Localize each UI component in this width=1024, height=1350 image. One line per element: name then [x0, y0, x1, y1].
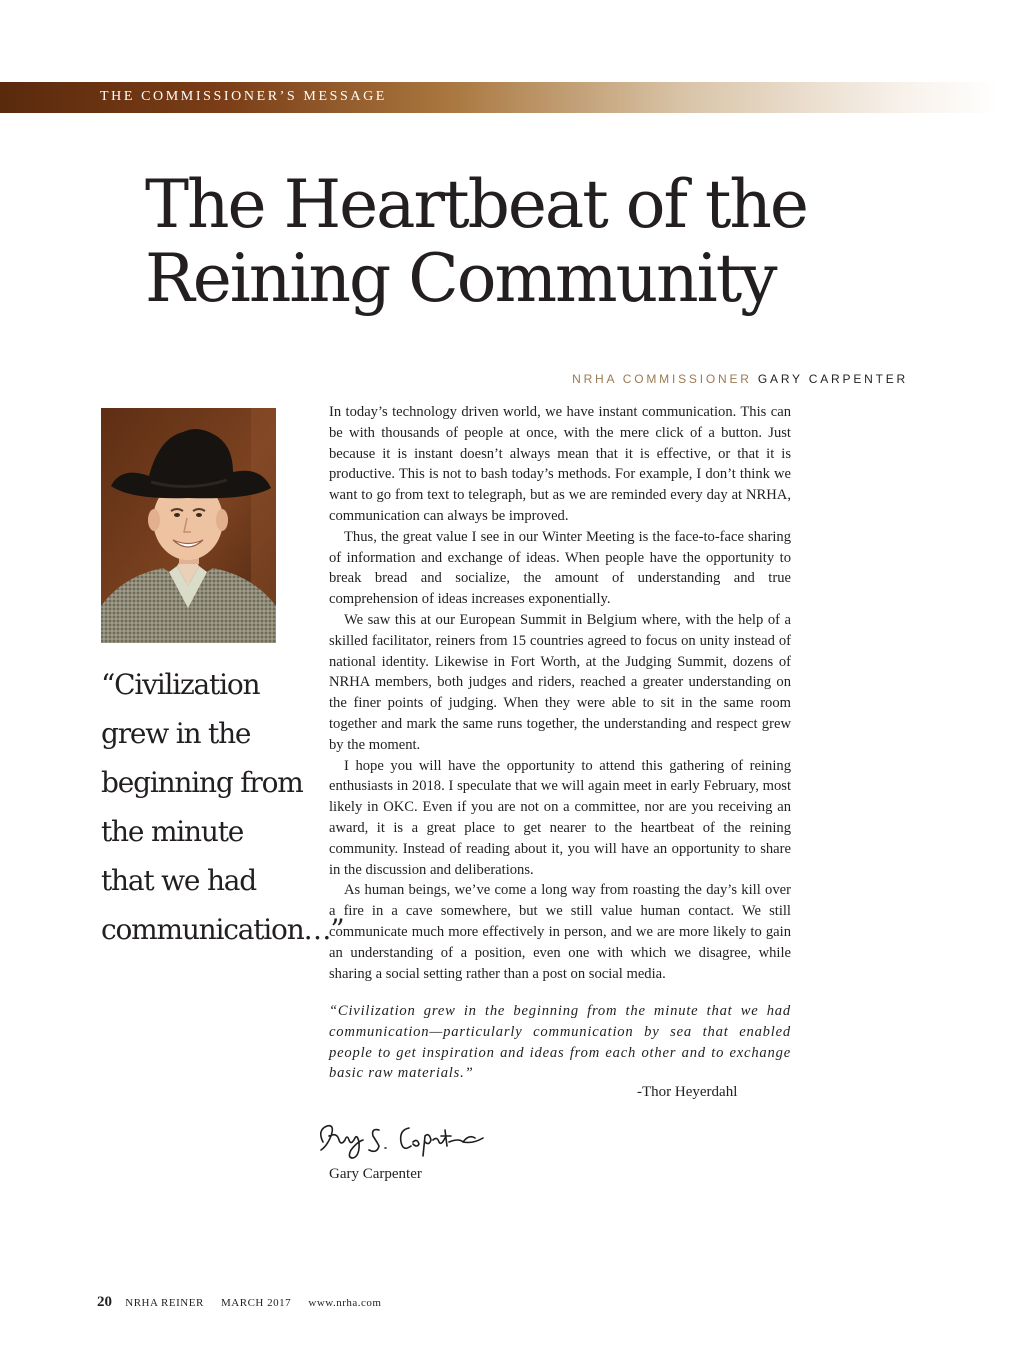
- body-paragraph: As human beings, we’ve come a long way from roasting the day’s kill over a fire in a cave somewhere, but we still value human contact. We still communicate much more effectively in person, and we are more likely to gain an understanding of a position, even one with which we disagree, while sharing a social setting rather than a post on social media.: [329, 882, 791, 982]
- pull-quote-line: beginning from: [101, 766, 303, 799]
- page-footer: [97, 1294, 381, 1311]
- body-paragraph: Thus, the great value I see in our Winter Meeting is the face-to-face sharing of information and exchange of ideas. When people have the opportunity to break bread and socialize, the amount of understanding and true comprehension of ideas increases exponentially.: [329, 528, 791, 608]
- pull-quote-line: “Civilization: [101, 668, 260, 701]
- headline-line-2: Reining Community: [145, 240, 776, 317]
- website-url: www.nrha.com: [308, 1297, 382, 1309]
- pull-quote-line: grew in the: [101, 717, 251, 750]
- pull-quote-line: communication…”: [101, 913, 344, 946]
- byline-role: NRHA COMMISSIONER: [572, 372, 752, 386]
- pull-quote: [101, 660, 344, 954]
- byline: [572, 372, 908, 386]
- author-portrait: [101, 408, 276, 643]
- page-number: 20: [97, 1294, 112, 1310]
- author-name: Gary Carpenter: [329, 1166, 422, 1182]
- body-paragraph: In today’s technology driven world, we have instant communication. This can be with thousands of people at once, with the mere click of a button. Just because it is instant doesn’t always mean that it is effective, or that it is productive. This is not to bash today’s methods. For example, I don’t think we want to go from text to telegraph, but as we are reminded every day at NRHA, communication can always be improved.: [329, 404, 791, 524]
- headline: [145, 168, 945, 316]
- body-paragraph: I hope you will have the opportunity to attend this gathering of reining enthusiasts in 2018. I speculate that we will again meet in early February, most likely in OKC. Even if you are not on a committee, nor are you receiving an award, it is a great place to get nearer to the heartbeat of the reining community. Instead of reading about it, you will have an opportunity to share in the discussion and deliberations.: [329, 757, 791, 878]
- issue-date: MARCH 2017: [221, 1297, 292, 1309]
- section-banner: [0, 82, 1000, 113]
- portrait-illustration: [101, 408, 276, 643]
- article-body: [329, 402, 791, 984]
- body-paragraph: We saw this at our European Summit in Belgium where, with the help of a skilled facilitator, reiners from 15 countries agreed to focus on unity instead of national identity. Likewise in Fort Worth, at the Judging Summit, dozens of NRHA members, both judges and riders, reached a greater understanding on the finer points of judging. When they were able to sit in the same room together and mark the same runs together, the understanding and respect grew by the moment.: [329, 611, 791, 753]
- pull-quote-line: that we had: [101, 864, 257, 897]
- headline-line-1: The Heartbeat of the: [145, 166, 807, 243]
- closing-quote: “Civilization grew in the beginning from the minute that we had communication—particularly communication by sea that enabled people to get inspiration and ideas from each other and to exchange basic raw materials.”: [329, 1003, 791, 1082]
- handwritten-signature: [313, 1112, 488, 1162]
- byline-name: GARY CARPENTER: [757, 372, 908, 386]
- section-label: THE COMMISSIONER’S MESSAGE: [100, 89, 387, 104]
- publication-name: NRHA REINER: [125, 1297, 204, 1309]
- pull-quote-line: the minute: [101, 815, 244, 848]
- quote-attribution: -Thor Heyerdahl: [637, 1084, 738, 1100]
